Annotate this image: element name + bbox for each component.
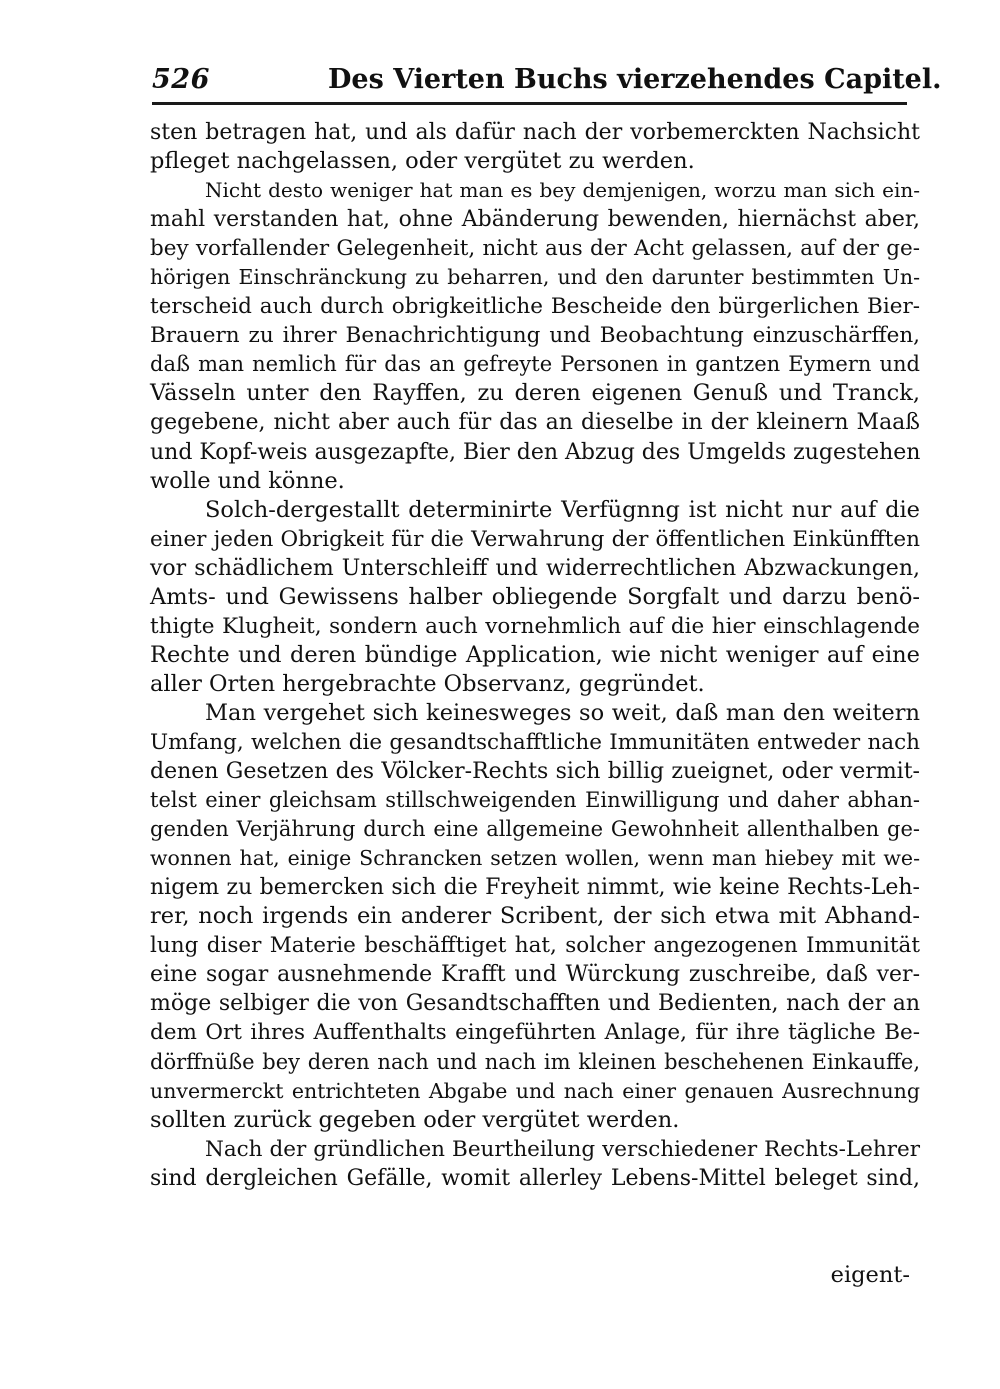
text-line: gegebene, nicht aber auch für das an dieselbe in der kleinern Maaß xyxy=(150,410,920,436)
page-number: 526 xyxy=(152,64,210,95)
text-line: Amts- und Gewissens halber obliegende Sorgfalt und darzu benö- xyxy=(150,583,920,610)
text-line: thigte Klugheit, sondern auch vornehmlich auf die hier einschlagende xyxy=(150,613,920,639)
text-line: Umfang, welchen die gesandtschafftliche Immunitäten entweder nach xyxy=(150,729,920,755)
text-line: Nicht desto weniger hat man es bey demjenigen, worzu man sich ein- xyxy=(205,178,920,203)
text-line: Vässeln unter den Rayffen, zu deren eigenen Genuß und Tranck, xyxy=(150,380,920,407)
text-line: Brauern zu ihrer Benachrichtigung und Beobachtung einzuschärffen, xyxy=(150,323,920,349)
text-line: lung diser Materie beschäfftiget hat, solcher angezogenen Immunität xyxy=(150,933,920,959)
text-line: dörffnüße bey deren nach und nach im kleinen beschehenen Einkauffe, xyxy=(150,1049,920,1074)
text-line: Solch-dergestallt determinirte Verfügnng ist nicht nur auf die xyxy=(205,496,920,523)
running-title: Des Vierten Buchs vierzehendes Capitel. xyxy=(328,64,942,95)
text-line: nigem zu bemercken sich die Freyheit nimmt, wie keine Rechts-Leh- xyxy=(150,875,920,901)
header-rule xyxy=(152,102,907,105)
text-line: sollten zurück gegeben oder vergütet werden. xyxy=(150,1106,680,1133)
text-line: einer jeden Obrigkeit für die Verwahrung der öffentlichen Einkünfften xyxy=(150,526,920,552)
page-header xyxy=(152,62,942,104)
text-line: unvermerckt entrichteten Abgabe und nach einer genauen Ausrechnung xyxy=(150,1078,920,1103)
page-footer xyxy=(150,1232,920,1292)
text-line: terscheid auch durch obrigkeitliche Bescheide den bürgerlichen Bier- xyxy=(150,294,920,320)
text-line: eine sogar ausnehmende Krafft und Würckung zuschreibe, daß ver- xyxy=(150,962,920,988)
catchword: eigent- xyxy=(830,1262,910,1288)
text-line: vor schädlichem Unterschleiff und widerrechtlichen Abzwackungen, xyxy=(150,555,920,581)
text-line: daß man nemlich für das an gefreyte Personen in gantzen Eymern und xyxy=(150,352,920,377)
text-line: mahl verstanden hat, ohne Abänderung bewenden, hiernächst aber, xyxy=(150,207,920,233)
body-text xyxy=(150,118,920,1193)
text-line: möge selbiger die von Gesandtschafften und Bedienten, nach der an xyxy=(150,991,920,1017)
text-line: und Kopf-weis ausgezapfte, Bier den Abzug des Umgelds zugestehen xyxy=(150,439,921,465)
text-line: denen Gesetzen des Völcker-Rechts sich billig zueignet, oder vermit- xyxy=(150,759,920,785)
text-line: aller Orten hergebrachte Observanz, gegründet. xyxy=(150,670,705,697)
text-line: sten betragen hat, und als dafür nach der vorbemerckten Nachsicht xyxy=(150,120,920,145)
text-line: wonnen hat, einige Schrancken setzen wollen, wenn man hiebey mit we- xyxy=(150,846,920,871)
text-line: wolle und könne. xyxy=(150,467,345,494)
text-line: bey vorfallender Gelegenheit, nicht aus der Acht gelassen, auf der ge- xyxy=(150,236,920,262)
text-line: rer, noch irgends ein anderer Scribent, der sich etwa mit Abhand- xyxy=(150,903,920,930)
text-line: Rechte und deren bündige Application, wie nicht weniger auf eine xyxy=(150,641,920,668)
text-line: Nach der gründlichen Beurtheilung verschiedener Rechts-Lehrer xyxy=(205,1136,920,1162)
text-line: sind dergleichen Gefälle, womit allerley Lebens-Mittel beleget sind, xyxy=(150,1165,920,1191)
text-line: genden Verjährung durch eine allgemeine Gewohnheit allenthalben ge- xyxy=(150,817,920,842)
text-line: telst einer gleichsam stillschweigenden Einwilligung und daher abhan- xyxy=(150,788,920,813)
text-line: pfleget nachgelassen, oder vergütet zu werden. xyxy=(150,148,695,175)
text-line: hörigen Einschränckung zu beharren, und den darunter bestimmten Un- xyxy=(150,265,920,290)
text-line: dem Ort ihres Auffenthalts eingeführten Anlage, für ihre tägliche Be- xyxy=(150,1020,920,1046)
text-line: Man vergehet sich keinesweges so weit, daß man den weitern xyxy=(205,699,920,726)
